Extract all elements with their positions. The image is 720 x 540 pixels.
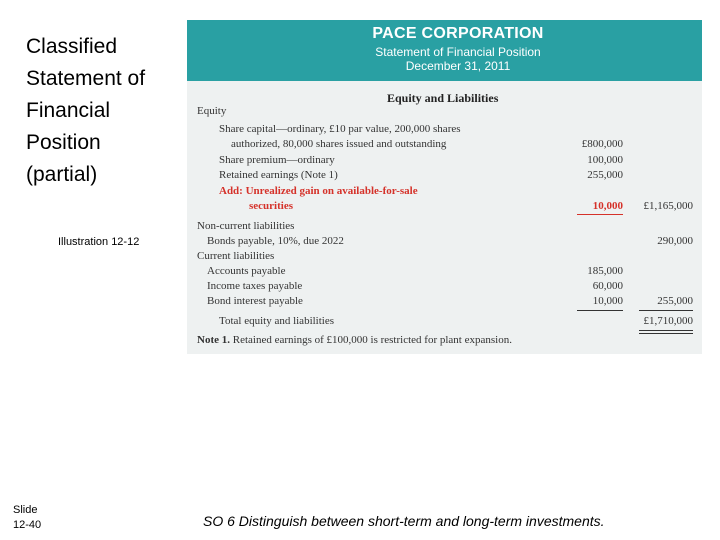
statement-name: Statement of Financial Position <box>375 45 541 59</box>
grand-total-underline-1 <box>639 330 693 331</box>
unrealized-gain-amount: 10,000 <box>592 200 623 212</box>
share-capital-line-1: Share capital—ordinary, £10 par value, 200,000 shares <box>219 123 461 135</box>
title-line-1: Classified <box>26 35 118 58</box>
note-label: Note 1. <box>197 334 230 346</box>
illustration-label: Illustration 12-12 <box>58 236 140 248</box>
slide-number-value: 12-40 <box>13 519 42 531</box>
total-equity-liabilities-amount: £1,710,000 <box>643 315 693 327</box>
study-objective: SO 6 Distinguish between short-term and long-term investments. <box>203 513 605 529</box>
unrealized-gain-line-2: securities <box>249 200 293 212</box>
statement-date: December 31, 2011 <box>405 59 511 73</box>
accounts-payable-label: Accounts payable <box>207 265 286 277</box>
section-heading: Equity and Liabilities <box>387 91 499 105</box>
current-liabilities-underline <box>577 310 623 311</box>
current-liabilities-total: 255,000 <box>657 295 693 307</box>
slide-title <box>26 31 186 191</box>
bond-interest-payable-amount: 10,000 <box>592 295 623 307</box>
bonds-payable-label: Bonds payable, 10%, due 2022 <box>207 235 344 247</box>
title-line-2: Statement of <box>26 67 146 90</box>
title-line-5: (partial) <box>26 163 98 186</box>
unrealized-gain-line-1: Add: Unrealized gain on available-for-sale <box>219 185 418 197</box>
slide-label: Slide <box>13 504 38 516</box>
title-line-4: Position <box>26 131 101 154</box>
bonds-payable-amount: 290,000 <box>657 235 693 247</box>
statement-header <box>187 20 702 81</box>
financial-statement-image <box>187 20 702 354</box>
share-premium-label: Share premium—ordinary <box>219 154 335 166</box>
total-equity-liabilities-label: Total equity and liabilities <box>219 315 335 327</box>
share-capital-line-2: authorized, 80,000 shares issued and outstanding <box>231 138 447 150</box>
liabilities-total-underline <box>639 310 693 311</box>
current-liabilities-heading: Current liabilities <box>197 250 275 262</box>
income-taxes-payable-amount: 60,000 <box>592 280 623 292</box>
company-name: PACE CORPORATION <box>372 25 544 42</box>
accounts-payable-amount: 185,000 <box>587 265 623 277</box>
title-line-3: Financial <box>26 99 111 122</box>
noncurrent-liabilities-heading: Non-current liabilities <box>197 220 295 232</box>
income-taxes-payable-label: Income taxes payable <box>207 280 303 292</box>
note-text: Retained earnings of £100,000 is restricted for plant expansion. <box>232 334 512 346</box>
share-capital-amount: £800,000 <box>581 138 623 150</box>
slide-number <box>13 503 41 533</box>
share-premium-amount: 100,000 <box>587 154 623 166</box>
retained-earnings-label: Retained earnings (Note 1) <box>219 169 338 181</box>
grand-total-underline-2 <box>639 333 693 334</box>
unrealized-underline <box>577 214 623 215</box>
retained-earnings-amount: 255,000 <box>587 169 623 181</box>
statement-note <box>197 333 512 348</box>
equity-heading: Equity <box>197 105 227 117</box>
bond-interest-payable-label: Bond interest payable <box>207 295 303 307</box>
equity-total-amount: £1,165,000 <box>643 200 693 212</box>
